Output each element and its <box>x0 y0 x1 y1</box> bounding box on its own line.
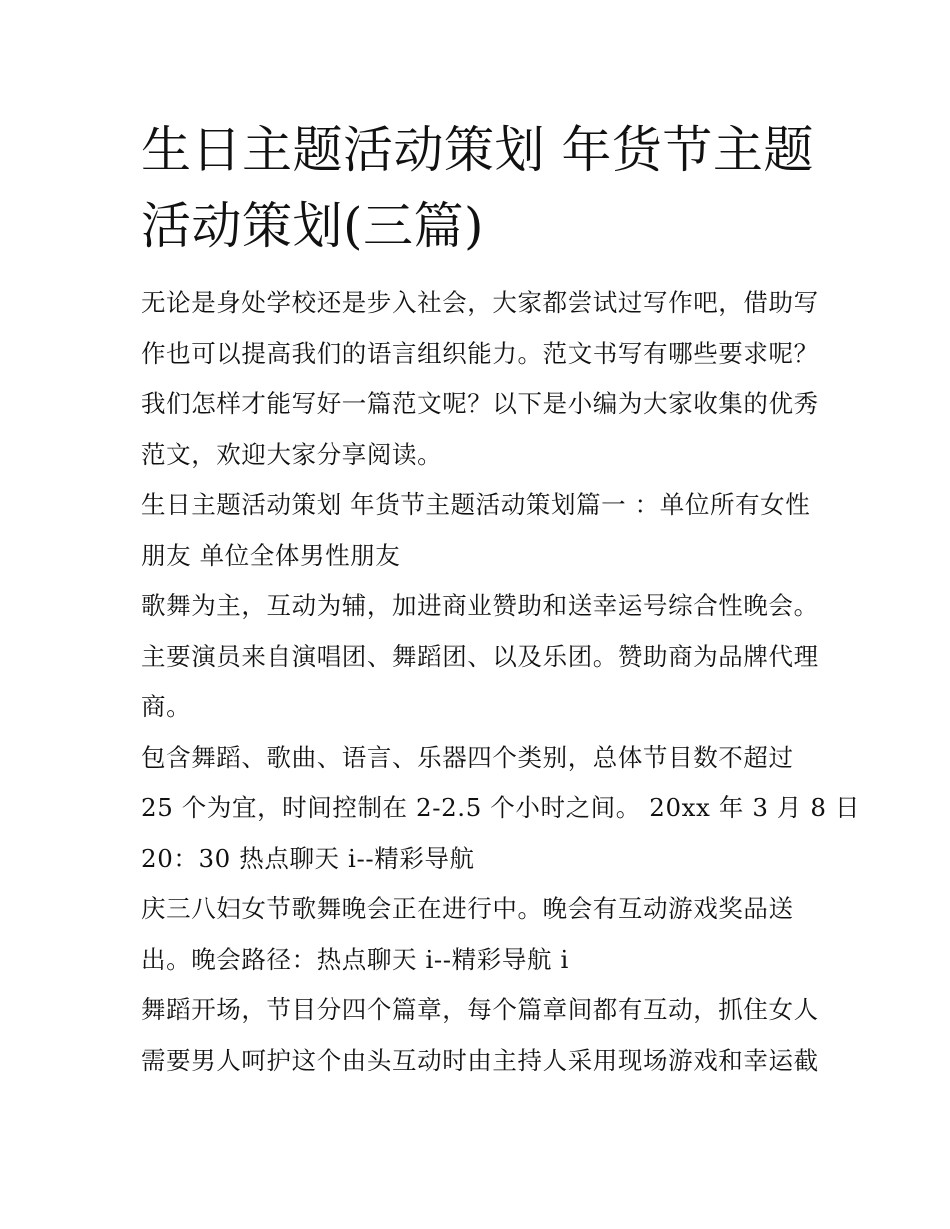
paragraph-format <box>141 581 821 733</box>
text-line: 无论是身处学校还是步入社会，大家都尝试过写作吧，借助写 <box>141 288 819 317</box>
text-line: 商。 <box>141 692 192 721</box>
document-page <box>141 112 861 1086</box>
paragraph-audience <box>141 480 821 581</box>
paragraph-intro <box>141 278 821 480</box>
text-line: 出。晚会路径：热点聊天 i--精彩导航 i <box>141 944 569 974</box>
paragraph-opening <box>141 985 821 1086</box>
text-line: 作也可以提高我们的语言组织能力。范文书写有哪些要求呢？ <box>141 338 819 368</box>
paragraph-announcement <box>141 884 821 985</box>
text-line: 需要男人呵护这个由头互动时由主持人采用现场游戏和幸运截 <box>141 1045 819 1075</box>
text-line: 25 个为宜，时间控制在 2-2.5 个小时之间。 20xx 年 3 月 8 日 <box>141 793 861 822</box>
text-line: 20：30 热点聊天 i--精彩导航 <box>141 843 475 873</box>
document-body <box>141 278 861 1086</box>
text-line: 范文，欢迎大家分享阅读。 <box>141 439 443 469</box>
text-line: 歌舞为主，互动为辅，加进商业赞助和送幸运号综合性晚会。 <box>141 591 819 620</box>
text-line: 朋友 单位全体男性朋友 <box>141 540 401 570</box>
text-line: 庆三八妇女节歌舞晚会正在进行中。晚会有互动游戏奖品送 <box>141 894 794 923</box>
title-line-1: 生日主题活动策划 年货节主题 <box>141 121 814 179</box>
text-line: 主要演员来自演唱团、舞蹈团、以及乐团。赞助商为品牌代理 <box>141 641 819 671</box>
document-title <box>141 112 821 264</box>
text-line: 包含舞蹈、歌曲、语言、乐器四个类别，总体节目数不超过 <box>141 742 794 772</box>
title-line-2: 活动策划(三篇) <box>141 197 485 255</box>
text-line: 生日主题活动策划 年货节主题活动策划篇一 ：单位所有女性 <box>141 490 811 519</box>
text-line: 舞蹈开场，节目分四个篇章，每个篇章间都有互动，抓住女人 <box>141 995 819 1024</box>
paragraph-program <box>141 733 861 885</box>
text-line: 我们怎样才能写好一篇范文呢？以下是小编为大家收集的优秀 <box>141 389 819 418</box>
